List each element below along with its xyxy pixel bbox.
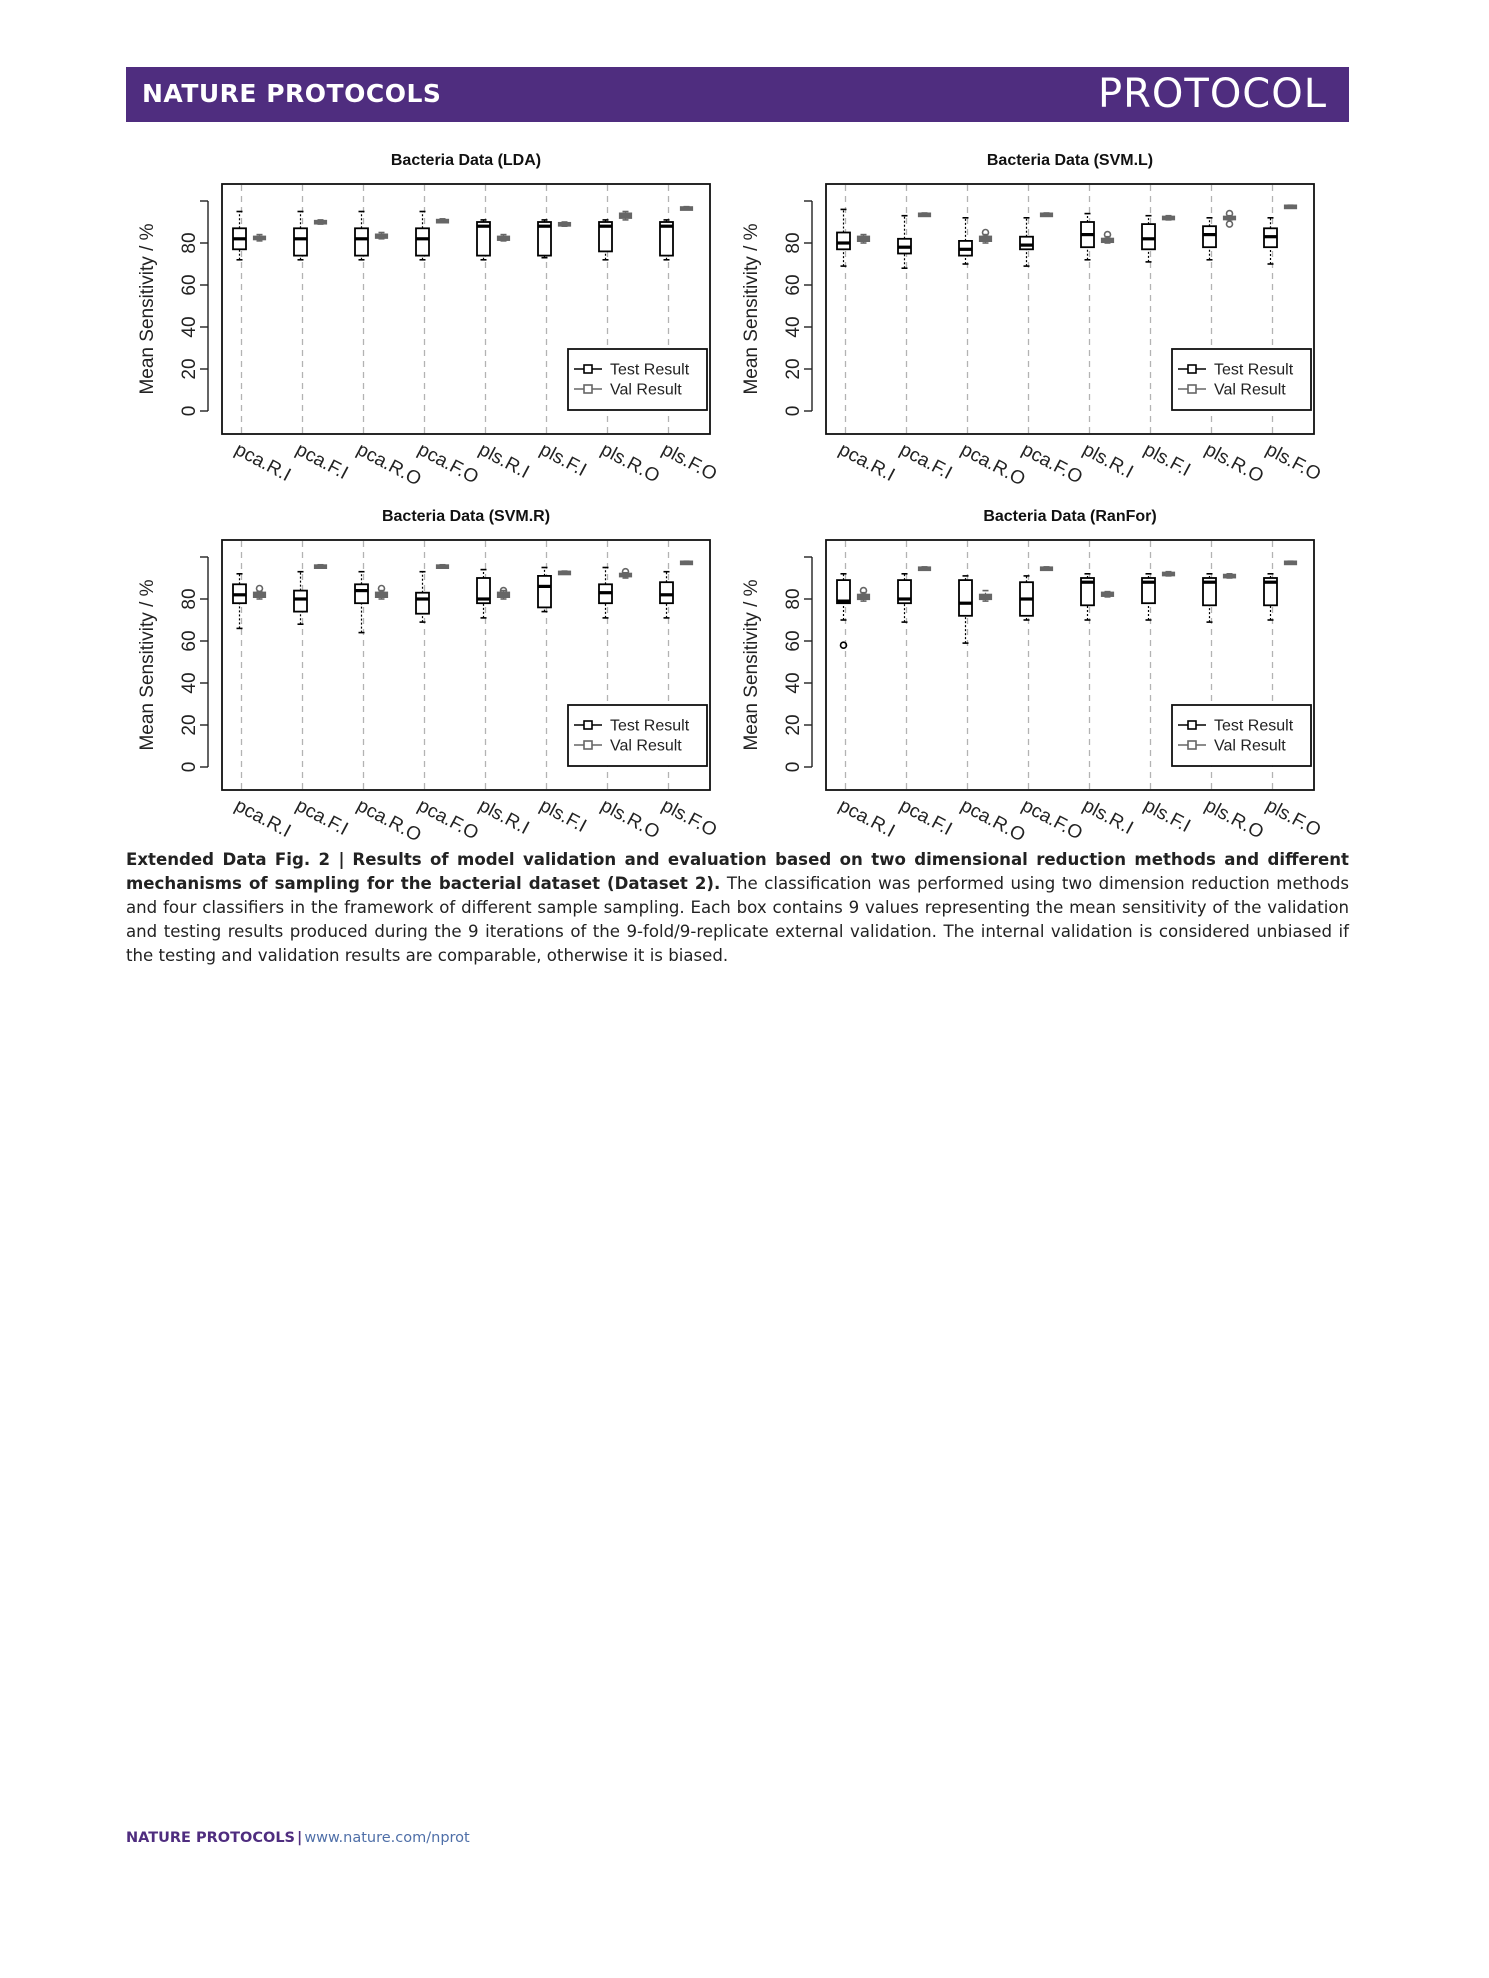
legend-label: Val Result — [610, 737, 682, 755]
chart-panel-svmr — [126, 496, 726, 846]
box-body — [538, 576, 551, 608]
header-bar — [126, 67, 1349, 122]
box-plot-mark — [1163, 572, 1174, 576]
box-plot-mark — [1224, 211, 1235, 228]
legend-box-symbol — [584, 365, 592, 373]
x-tick-label: pca.R.I — [231, 795, 295, 842]
box-plot-mark — [898, 216, 911, 269]
box-plot-mark — [959, 218, 972, 264]
box-plot-mark — [559, 222, 570, 226]
box-body — [959, 580, 972, 616]
legend-frame — [1172, 705, 1311, 766]
box-plot-mark — [1041, 213, 1052, 216]
y-axis — [783, 557, 812, 772]
box-plot-mark — [681, 561, 692, 564]
page-footer — [126, 1830, 470, 1846]
box-plot-mark — [233, 574, 246, 629]
legend-box-symbol — [1188, 365, 1196, 373]
x-tick-label: pls.R.I — [475, 439, 533, 483]
x-tick-label: pls.F.I — [1140, 795, 1194, 838]
box-plot-mark — [1142, 216, 1155, 262]
footer-separator: | — [297, 1830, 303, 1846]
box-body — [1020, 237, 1033, 250]
y-axis-label: Mean Sensitivity / % — [137, 223, 159, 395]
x-tick-label: pca.F.I — [896, 439, 956, 484]
legend — [568, 705, 707, 766]
y-tick-label: 20 — [179, 714, 201, 736]
y-tick-label: 40 — [179, 672, 201, 694]
y-tick-label: 0 — [179, 405, 201, 417]
box-plot-mark — [898, 574, 911, 622]
legend — [1172, 705, 1311, 766]
y-tick-label: 60 — [783, 274, 805, 296]
y-axis — [783, 201, 812, 416]
x-tick-label: pls.F.I — [536, 439, 590, 482]
box-plot-mark — [294, 572, 307, 625]
box-plot-mark — [437, 565, 448, 568]
x-tick-label: pls.F.O — [1262, 795, 1325, 842]
box-body — [1142, 224, 1155, 249]
series-test-result — [837, 209, 1277, 268]
box-body — [355, 228, 368, 255]
box-plot-mark — [1041, 567, 1052, 570]
y-tick-label: 20 — [783, 358, 805, 380]
y-tick-label: 40 — [179, 316, 201, 338]
y-tick-label: 20 — [179, 358, 201, 380]
x-tick-label: pls.R.O — [597, 795, 663, 844]
box-plot-mark — [498, 235, 509, 241]
box-plot-mark — [1285, 561, 1296, 564]
box-plot-mark — [660, 220, 673, 260]
legend-box-symbol — [584, 385, 592, 393]
caption-title: Results of model validation and evaluation based on two dimensional reduction methods and different mechanisms of sampling for the bacterial dataset (Dataset 2). — [126, 850, 1349, 893]
box-plot-mark — [294, 212, 307, 260]
box-plot-mark — [1142, 574, 1155, 620]
box-plot-mark — [919, 567, 930, 570]
y-tick-label: 0 — [783, 405, 805, 417]
box-plot-mark — [1285, 205, 1296, 208]
y-axis — [179, 557, 208, 772]
x-tick-label: pca.F.O — [414, 795, 482, 845]
box-plot-mark — [599, 220, 612, 260]
y-tick-label: 40 — [783, 672, 805, 694]
legend — [1172, 349, 1311, 410]
y-tick-label: 60 — [179, 274, 201, 296]
y-tick-label: 80 — [179, 588, 201, 610]
x-tick-label: pls.R.O — [1201, 795, 1267, 844]
box-plot-mark — [858, 588, 869, 602]
box-plot-mark — [1264, 218, 1277, 264]
box-plot-mark — [498, 588, 509, 599]
y-axis-label: Mean Sensitivity / % — [741, 223, 763, 395]
series-val-result — [254, 561, 692, 599]
box-plot-mark — [681, 207, 692, 210]
series-val-result — [254, 207, 692, 241]
legend-label: Test Result — [1214, 717, 1294, 735]
box-plot-mark — [1163, 216, 1174, 220]
legend-frame — [568, 705, 707, 766]
x-tick-label: pca.R.O — [353, 795, 425, 847]
legend-frame — [1172, 349, 1311, 410]
x-tick-label: pca.F.I — [896, 795, 956, 840]
x-tick-label: pca.F.I — [292, 795, 352, 840]
legend-label: Val Result — [1214, 381, 1286, 399]
footer-url[interactable]: www.nature.com/nprot — [304, 1830, 470, 1846]
box-plot-mark — [1081, 214, 1094, 260]
figure — [126, 140, 1349, 847]
x-tick-label: pls.F.I — [536, 795, 590, 838]
box-body — [355, 584, 368, 603]
outlier-point — [257, 586, 263, 592]
x-tick-label: pca.F.O — [1018, 439, 1086, 489]
chart-svmr — [126, 496, 726, 846]
box-plot-mark — [1020, 218, 1033, 266]
box-plot-mark — [376, 586, 387, 600]
caption-label: Extended Data Fig. 2 | — [126, 850, 345, 869]
caption-body: The classification was performed using two dimension reduction methods and four classifiers in the framework of different sample sampling. Each box contains 9 values representing the mean sensitivity of the validation and testing results produced during the 9 iterations of the 9-fold/9-replicate external validation. The internal validation is considered unbiased if the testing and validation results are comparable, otherwise it is biased. — [126, 874, 1350, 965]
box-plot-mark — [620, 569, 631, 578]
legend-label: Test Result — [1214, 361, 1294, 379]
journal-name: NATURE PROTOCOLS — [142, 79, 442, 108]
series-val-result — [858, 205, 1296, 243]
y-tick-label: 60 — [179, 630, 201, 652]
box-plot-mark — [437, 219, 448, 223]
box-plot-mark — [315, 220, 326, 224]
box-plot-mark — [1102, 592, 1113, 597]
y-axis-label: Mean Sensitivity / % — [137, 579, 159, 751]
x-tick-label: pca.R.I — [835, 439, 899, 486]
x-tick-label: pls.F.I — [1140, 439, 1194, 482]
footer-journal: NATURE PROTOCOLS — [126, 1830, 296, 1846]
legend-box-symbol — [584, 721, 592, 729]
box-plot-mark — [355, 212, 368, 260]
box-plot-mark — [1102, 232, 1113, 243]
box-plot-mark — [599, 568, 612, 618]
figure-caption — [126, 848, 1349, 968]
chart-lda — [126, 140, 726, 490]
x-tick-label: pca.R.O — [353, 439, 425, 491]
x-tick-label: pls.R.I — [475, 795, 533, 839]
box-plot-mark — [1203, 574, 1216, 622]
legend-box-symbol — [1188, 741, 1196, 749]
legend-box-symbol — [1188, 385, 1196, 393]
x-tick-label: pca.R.O — [957, 439, 1029, 491]
chart-title: Bacteria Data (LDA) — [390, 152, 542, 169]
series-val-result — [858, 561, 1296, 601]
box-plot-mark — [416, 212, 429, 260]
x-tick-label: pls.R.I — [1079, 439, 1137, 483]
box-plot-mark — [660, 572, 673, 618]
y-tick-label: 20 — [783, 714, 805, 736]
legend-frame — [568, 349, 707, 410]
y-tick-label: 80 — [783, 232, 805, 254]
box-plot-mark — [477, 220, 490, 260]
box-body — [294, 591, 307, 612]
box-plot-mark — [980, 591, 991, 602]
chart-panel-lda — [126, 140, 726, 490]
y-tick-label: 0 — [179, 761, 201, 773]
x-tick-label: pls.R.O — [597, 439, 663, 488]
box-body — [1203, 226, 1216, 247]
box-plot-mark — [980, 230, 991, 244]
x-tick-label: pls.F.O — [658, 439, 721, 486]
x-tick-label: pls.R.I — [1079, 795, 1137, 839]
y-tick-label: 80 — [179, 232, 201, 254]
box-plot-mark — [620, 212, 631, 220]
chart-ranfor — [730, 496, 1330, 846]
y-axis — [179, 201, 208, 416]
box-body — [416, 593, 429, 614]
box-plot-mark — [837, 574, 850, 648]
legend-label: Val Result — [610, 381, 682, 399]
box-plot-mark — [538, 568, 551, 612]
chart-panel-svml — [730, 140, 1330, 490]
chart-panel-ranfor — [730, 496, 1330, 846]
box-plot-mark — [1081, 574, 1094, 620]
box-body — [294, 228, 307, 255]
x-tick-label: pca.F.O — [414, 439, 482, 489]
box-plot-mark — [376, 233, 387, 239]
box-plot-mark — [559, 571, 570, 574]
y-tick-label: 60 — [783, 630, 805, 652]
x-tick-label: pls.F.O — [1262, 439, 1325, 486]
box-plot-mark — [315, 565, 326, 568]
section-label: PROTOCOL — [1097, 71, 1327, 117]
x-tick-label: pca.F.O — [1018, 795, 1086, 845]
legend-box-symbol — [584, 741, 592, 749]
chart-title: Bacteria Data (SVM.R) — [381, 508, 551, 525]
x-tick-label: pls.F.O — [658, 795, 721, 842]
box-plot-mark — [477, 570, 490, 618]
legend — [568, 349, 707, 410]
chart-svml — [730, 140, 1330, 490]
box-plot-mark — [254, 586, 265, 600]
chart-title: Bacteria Data (SVM.L) — [986, 152, 1154, 169]
box-plot-mark — [233, 212, 246, 260]
legend-label: Val Result — [1214, 737, 1286, 755]
x-tick-label: pls.R.O — [1201, 439, 1267, 488]
box-plot-mark — [538, 220, 551, 258]
box-plot-mark — [416, 572, 429, 622]
outlier-point — [1227, 221, 1233, 227]
box-plot-mark — [919, 213, 930, 216]
legend-label: Test Result — [610, 717, 690, 735]
legend-box-symbol — [1188, 721, 1196, 729]
box-body — [837, 233, 850, 250]
legend-label: Test Result — [610, 361, 690, 379]
chart-title: Bacteria Data (RanFor) — [983, 508, 1157, 525]
x-tick-label: pca.R.O — [957, 795, 1029, 847]
box-plot-mark — [858, 235, 869, 243]
box-body — [660, 582, 673, 603]
box-plot-mark — [959, 576, 972, 643]
y-axis-label: Mean Sensitivity / % — [741, 579, 763, 751]
box-plot-mark — [254, 235, 265, 241]
box-plot-mark — [1264, 574, 1277, 620]
x-tick-label: pca.R.I — [231, 439, 295, 486]
y-tick-label: 0 — [783, 761, 805, 773]
box-plot-mark — [1224, 574, 1235, 578]
box-plot-mark — [355, 572, 368, 633]
y-tick-label: 40 — [783, 316, 805, 338]
y-tick-label: 80 — [783, 588, 805, 610]
box-plot-mark — [1203, 218, 1216, 260]
x-tick-label: pca.F.I — [292, 439, 352, 484]
x-tick-label: pca.R.I — [835, 795, 899, 842]
box-plot-mark — [1020, 576, 1033, 620]
box-body — [416, 228, 429, 255]
box-plot-mark — [837, 209, 850, 266]
